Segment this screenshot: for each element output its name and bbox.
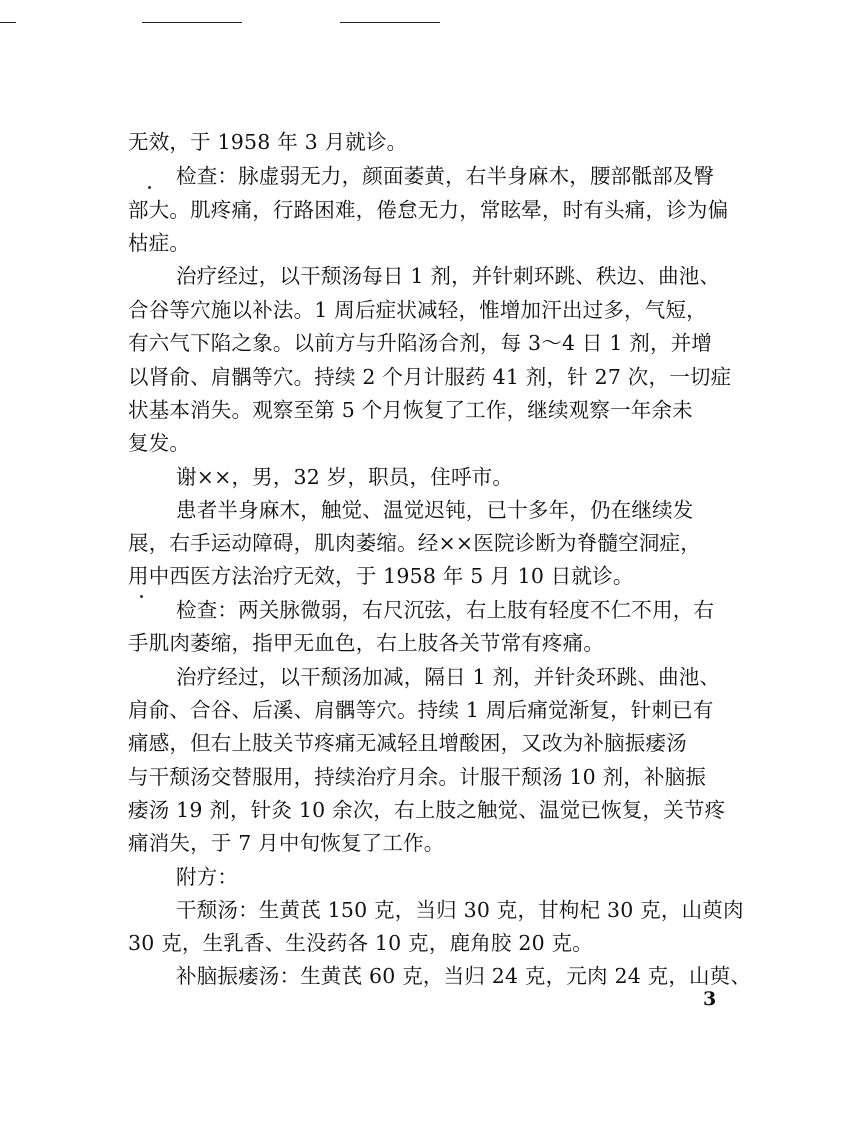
text-line: 复发。 [128,431,191,455]
text-line: 患者半身麻木，触觉、温觉迟钝，已十多年，仍在继续发 [176,498,694,522]
text-line: 补脑振痿汤：生黄芪 60 克，当归 24 克，元肉 24 克，山萸、 [176,964,752,988]
text-line: 展，右手运动障碍，肌肉萎缩。经××医院诊断为脊髓空洞症， [128,531,701,555]
text-line: 有六气下陷之象。以前方与升陷汤合剂，每 3～4 日 1 剂，并增 [128,331,713,355]
text-line: 以肾俞、肩髃等穴。持续 2 个月计服药 41 剂，针 27 次，一切症 [128,365,732,389]
text-line: 手肌肉萎缩，指甲无血色，右上肢各关节常有疼痛。 [128,631,605,655]
text-line: 与干颓汤交替服用，持续治疗月余。计服干颓汤 10 剂，补脑振 [128,765,707,789]
text-line: 检查：脉虚弱无力，颜面萎黄，右半身麻木，腰部骶部及臀 [176,164,715,188]
text-line: 痛感，但右上肢关节疼痛无减轻且增酸困，又改为补脑振痿汤 [128,731,687,755]
text-line: 谢××，男，32 岁，职员，住呼市。 [176,465,514,489]
text-line: 30 克，生乳香、生没药各 10 克，鹿角胶 20 克。 [128,931,593,955]
header-rule-right [340,22,440,23]
text-line: 治疗经过，以干颓汤每日 1 剂，并针刺环跳、秩边、曲池、 [176,264,721,288]
text-line: 状基本消失。观察至第 5 个月恢复了工作，继续观察一年余未 [128,398,693,422]
page-number: 3 [703,988,717,1010]
text-line: 干颓汤：生黄芪 150 克，当归 30 克，甘枸杞 30 克，山萸肉 [176,898,744,922]
text-line: 附方： [176,865,239,889]
text-line: 痿汤 19 剂，针灸 10 余次，右上肢之触觉、温觉已恢复，关节疼 [128,798,726,822]
text-line: 痛消失，于 7 月中旬恢复了工作。 [128,831,445,855]
text-line: 无效，于 1958 年 3 月就诊。 [128,130,408,154]
text-line: 治疗经过，以干颓汤加减，隔日 1 剂，并针灸环跳、曲池、 [176,665,721,689]
text-line: 合谷等穴施以补法。1 周后症状减轻，惟增加汗出过多，气短， [128,298,707,322]
text-line: 枯症。 [128,231,191,255]
scan-speck [148,186,151,189]
header-rule-left [0,22,16,23]
text-line: 用中西医方法治疗无效，于 1958 年 5 月 10 日就诊。 [128,564,634,588]
text-line: 检查：两关脉微弱，右尺沉弦，右上肢有轻度不仁不用，右 [176,598,715,622]
header-rule-middle [142,22,242,23]
text-line: 部大。肌疼痛，行路困难，倦怠无力，常眩晕，时有头痛，诊为偏 [128,198,729,222]
scan-speck [140,595,143,598]
text-line: 肩俞、合谷、后溪、肩髃等穴。持续 1 周后痛觉渐复，针刺已有 [128,698,714,722]
